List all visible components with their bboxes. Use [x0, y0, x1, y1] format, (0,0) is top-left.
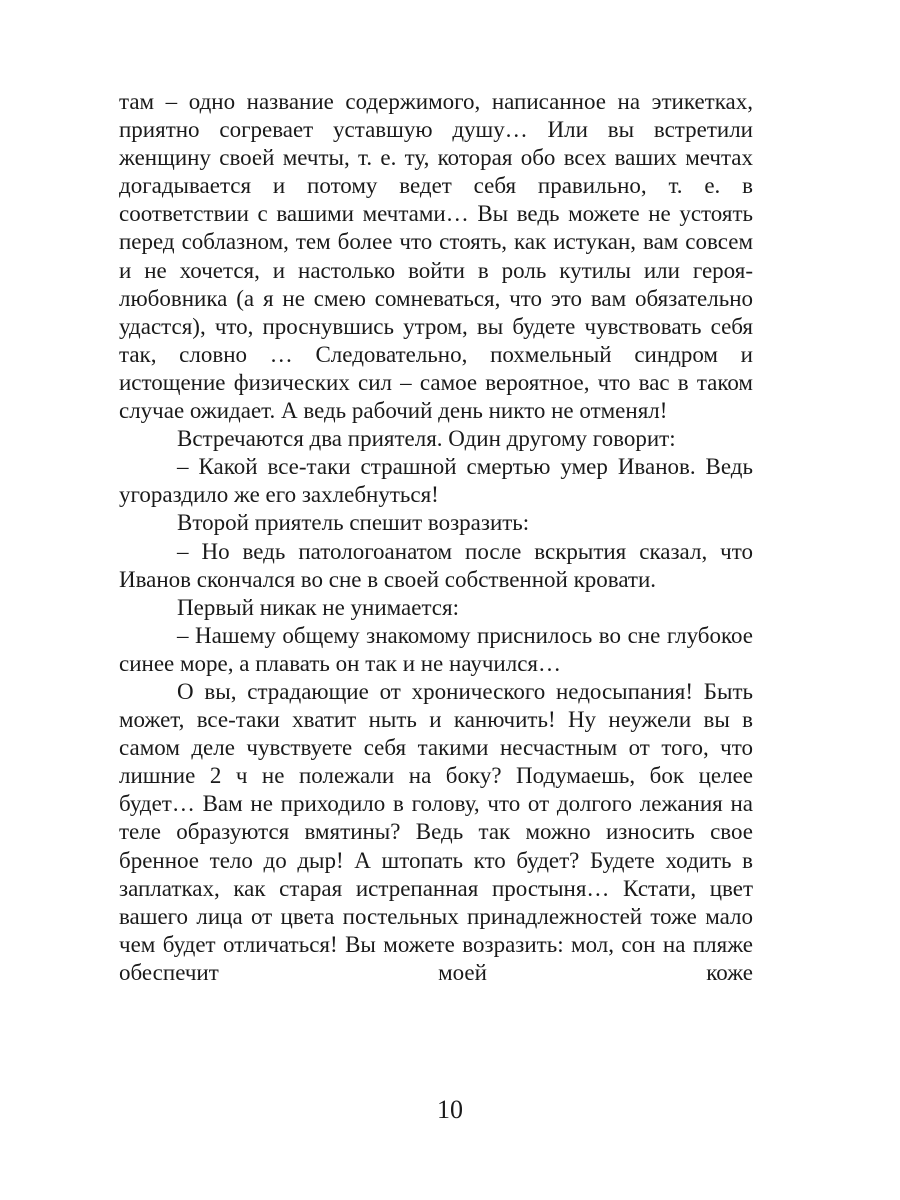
paragraph-1: там – одно название содержимого, написанное на этикетках, приятно согревает уставшую душу… Или вы встретили женщину своей мечты, т. е. ту, которая обо всех ваших мечтах догадывается и потому ведет себя правильно, т. е. в соответствии с вашими мечтами… Вы ведь можете не устоять перед соблазном, тем более что стоять, как истукан, вам совсем и не хочется, и настолько войти в роль кутилы или героя-любовника (а я не смею сомневаться, что это вам обязательно удастся), что, проснувшись утром, вы будете чувствовать себя так, словно … Следовательно, похмельный синдром и истощение физических сил – самое вероятное, что вас в таком случае ожидает. А ведь рабочий день никто не отменял! [119, 89, 753, 424]
paragraph-8: О вы, страдающие от хронического недосыпания! Быть может, все-таки хватит ныть и канючить! Ну неужели вы в самом деле чувствуете себя такими несчастным от того, что лишние 2 ч не полежали на боку? Подумаешь, бок целее будет… Вам не приходило в голову, что от долгого лежания на теле образуются вмятины? Ведь так можно износить свое бренное тело до дыр! А штопать кто будет? Будете ходить в заплатках, как старая истрепанная простыня… Кстати, цвет вашего лица от цвета постельных принадлежностей тоже мало чем будет отличаться! Вы можете возразить: мол, сон на пляже обеспечит моей коже [119, 678, 753, 985]
paragraph-2: Встречаются два приятеля. Один другому говорит: [177, 426, 676, 452]
page-number: 10 [437, 1095, 463, 1124]
body-text [119, 88, 753, 987]
paragraph-5: – Но ведь патологоанатом после вскрытия сказал, что Иванов скончался во сне в своей собственной кровати. [119, 538, 753, 592]
paragraph-6: Первый никак не унимается: [177, 594, 459, 620]
paragraph-4: Второй приятель спешит возразить: [177, 510, 530, 536]
paragraph-7: – Нашему общему знакомому приснилось во сне глубокое синее море, а плавать он так и не научился… [119, 622, 753, 676]
paragraph-3: – Какой все-таки страшной смертью умер Иванов. Ведь угораздило же его захлебнуться! [119, 454, 753, 508]
